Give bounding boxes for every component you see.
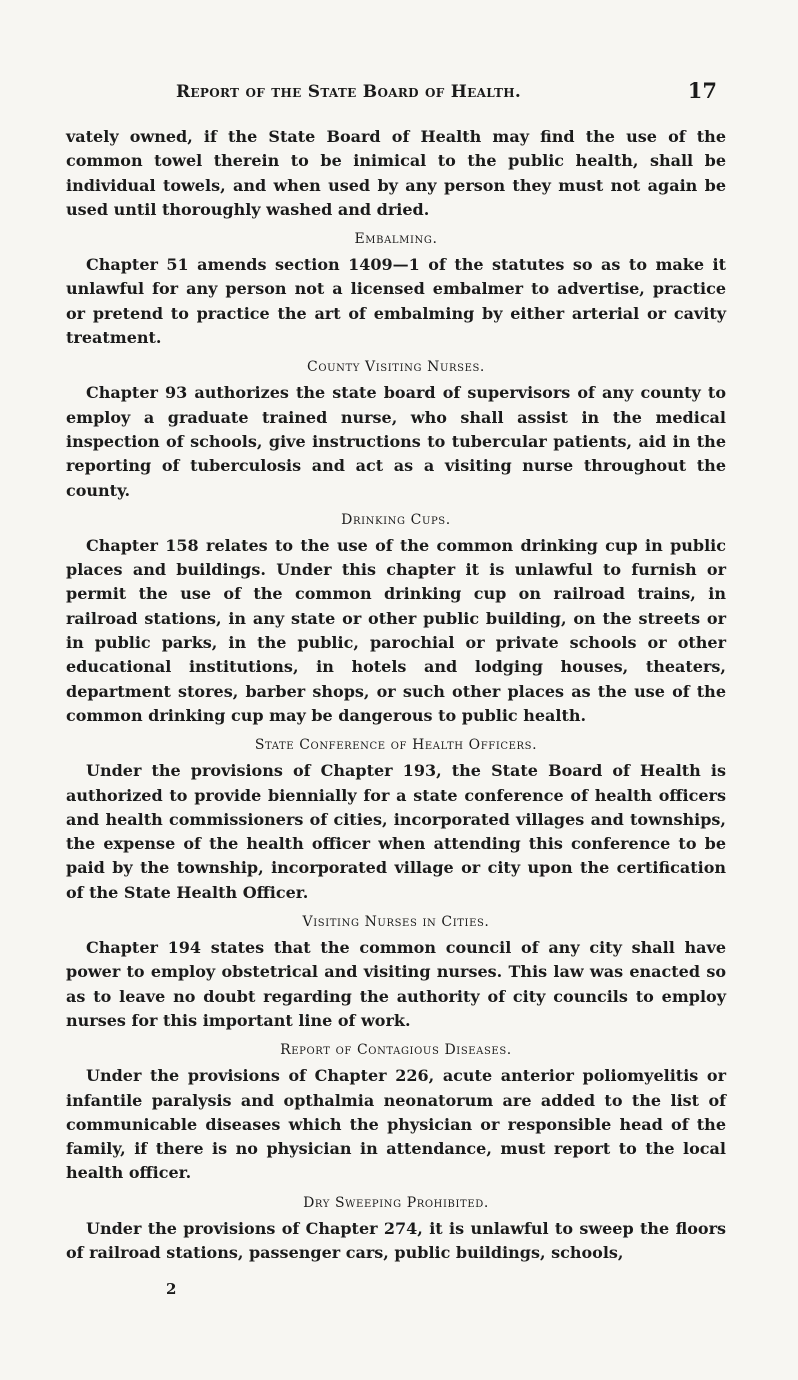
section-heading: Visiting Nurses in Cities. [302,914,490,931]
page-header [60,78,725,110]
section-paragraph: Chapter 158 relates to the use of the common drinking cup in public places and buildings. Under this chapter it is unlawful to furnish or permit the use of the common drinking cup on railroad trains, in railroad stations, in any state or other public building, on the streets or in public parks, in the public, parochial or private schools or other educational institutions, in hotels and lodging houses, theaters, department stores, barber shops, or such other places as the use of the common drinking cup may be dangerous to public health. [66,535,726,725]
section-paragraph: Under the provisions of Chapter 226, acute anterior poliomyelitis or infantile paralysis and opthalmia neonatorum are added to the list of communicable diseases which the physician or responsible head of the family, if there is no physician in attendance, must report to the local health officer. [66,1066,726,1183]
section-heading: Report of Contagious Diseases. [280,1042,512,1059]
section-heading: Drinking Cups. [341,511,451,528]
running-head: Report of the State Board of Health. [176,82,522,102]
section-paragraph: Under the provisions of Chapter 274, it is unlawful to sweep the floors of railroad stations, passenger cars, public buildings, schools, [66,1218,726,1262]
page-body [66,125,726,1265]
section-paragraph: Chapter 51 amends section 1409—1 of the statutes so as to make it unlawful for any person not a licensed embalmer to advertise, practice or pretend to practice the art of embalming by either arterial or cavity treatment. [66,255,726,348]
section-paragraph: Chapter 93 authorizes the state board of supervisors of any county to employ a graduate trained nurse, who shall assist in the medical inspection of schools, give instructions to tubercular patients, aid in the reporting of tuberculosis and act as a visiting nurse throughout the county. [66,383,726,500]
section-heading: Dry Sweeping Prohibited. [303,1194,489,1211]
section-paragraph: Chapter 194 states that the common council of any city shall have power to employ obstetrical and visiting nurses. This law was enacted so as to leave no doubt regarding the authority of city councils to employ nurses for this important line of work. [66,938,726,1030]
section-heading: Embalming. [354,231,438,248]
signature-mark: 2 [166,1280,177,1298]
continuation-paragraph: vately owned, if the State Board of Health may find the use of the common towel therein to be inimical to the public health, shall be individual towels, and when used by any person they must not again be used until thoroughly washed and dried. [66,127,726,219]
page-number: 17 [687,78,717,103]
section-heading: County Visiting Nurses. [307,359,485,376]
section-paragraph: Under the provisions of Chapter 193, the State Board of Health is authorized to provide biennially for a state conference of health officers and health commissioners of cities, incorporated villages and townships, the expense of the health officer when attending this conference to be paid by the township, incorporated village or city upon the certification of the State Health Officer. [66,761,726,902]
section-heading: State Conference of Health Officers. [254,737,538,754]
